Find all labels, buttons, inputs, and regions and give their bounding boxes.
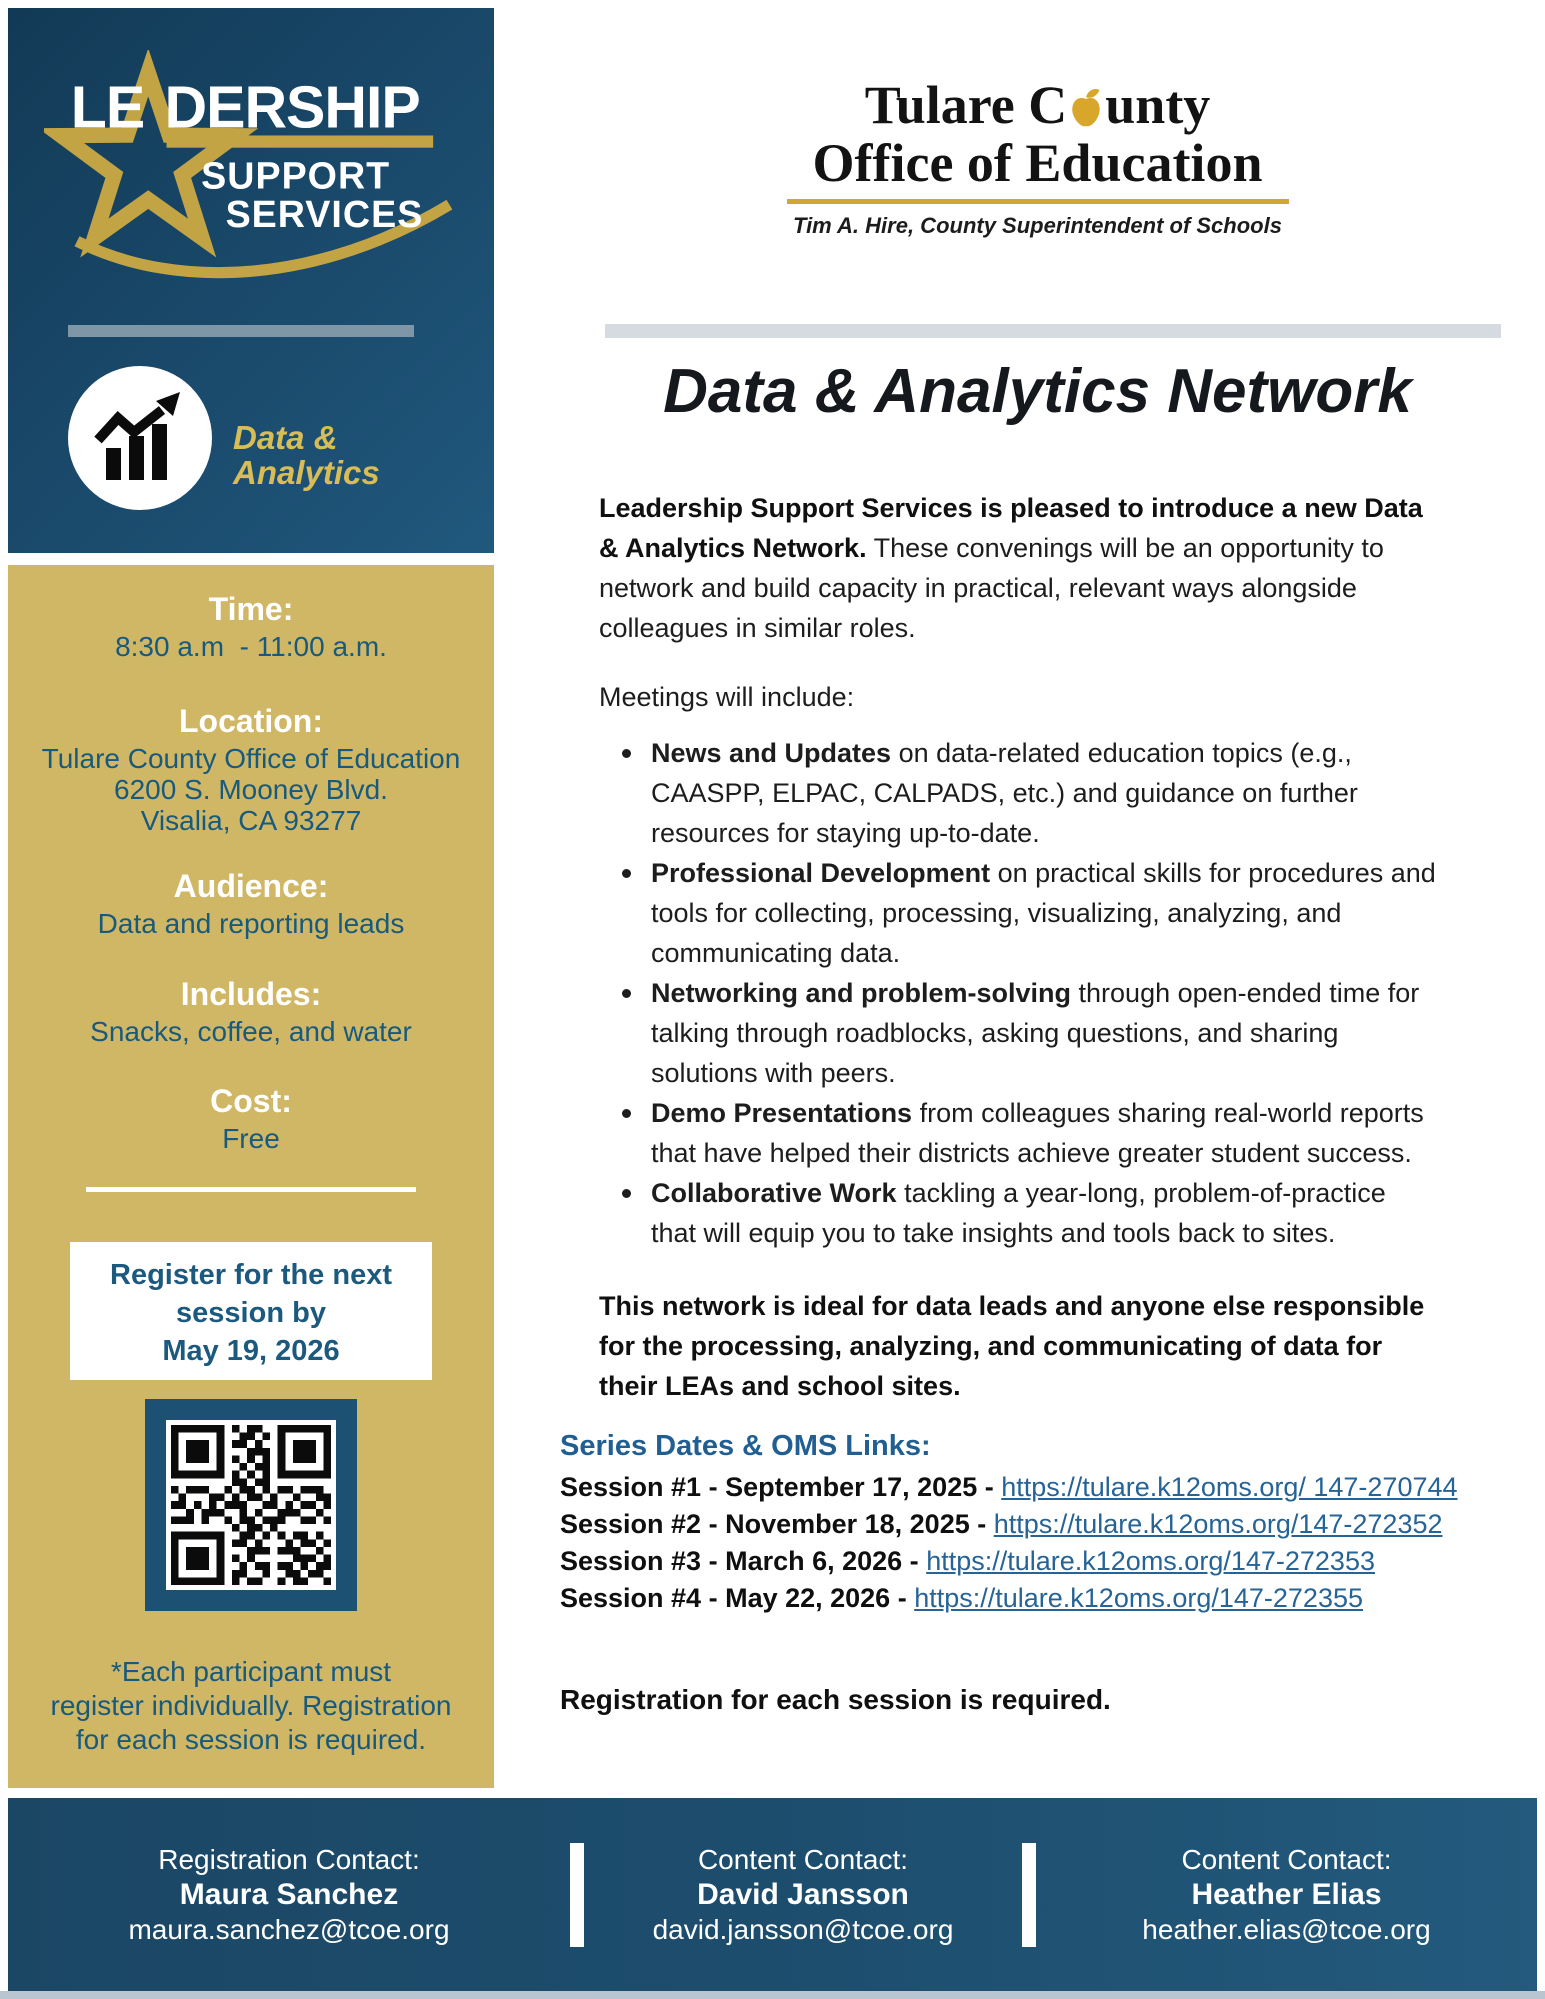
bold-text: for the processing, analyzing, and communicating of data for (599, 1331, 1383, 1361)
caption-line: register individually. Registration (50, 1690, 452, 1721)
bullet-dot-icon (622, 869, 631, 878)
meeting-bullet (604, 1173, 1545, 1253)
register-note-line: Register for the next (110, 1259, 392, 1291)
caption-line: *Each participant must (110, 1656, 392, 1687)
regular-text: CAASPP, ELPAC, CALPADS, etc.) and guidance on further (651, 778, 1358, 808)
org-name-post: unty (1105, 75, 1211, 135)
registration-caption (8, 1655, 494, 1757)
bold-text: Collaborative Work (651, 1178, 897, 1208)
detail-heading: Cost: (210, 1083, 292, 1119)
footer-contact-3 (1036, 1842, 1537, 1947)
registration-required-note: Registration for each session is required. (560, 1684, 1111, 1715)
logo-word-support: SUPPORT (201, 154, 391, 197)
detail-heading: Time: (208, 591, 294, 627)
meeting-bullet (604, 973, 1545, 1093)
bullet-dot-icon (622, 1189, 631, 1198)
contact-role: Content Contact: (1181, 1844, 1392, 1875)
contact-email: heather.elias@tcoe.org (1142, 1914, 1431, 1945)
gold-divider-line (86, 1187, 416, 1192)
bullet-dot-icon (622, 989, 631, 998)
org-name-line1 (560, 76, 1515, 134)
regular-text: talking through roadblocks, asking questions, and sharing (651, 1018, 1339, 1048)
detail-group-time (8, 587, 494, 662)
footer-bottom-strip (0, 1991, 1545, 1999)
session-label: Session #2 - November 18, 2025 - (560, 1509, 994, 1539)
regular-text: on data-related education topics (e.g., (891, 738, 1352, 768)
meetings-label: Meetings will include: (599, 682, 855, 712)
session-row (560, 1543, 1545, 1580)
regular-text: tools for collecting, processing, visualizing, analyzing, and (651, 898, 1342, 928)
bold-text: Demo Presentations (651, 1098, 913, 1128)
sidebar-gold-panel (8, 565, 494, 1788)
session-row (560, 1469, 1545, 1506)
detail-heading: Location: (179, 703, 323, 739)
series-dates-heading: Series Dates & OMS Links: (560, 1430, 931, 1462)
regular-text: through open-ended time for (1071, 978, 1420, 1008)
detail-value-line: Tulare County Office of Education (41, 743, 461, 774)
chart-increase-icon (90, 388, 190, 488)
regular-text: colleagues in similar roles. (599, 613, 916, 643)
detail-group-audience (8, 864, 494, 939)
meeting-bullet (604, 853, 1545, 973)
regular-text: resources for staying up-to-date. (651, 818, 1040, 848)
detail-value-line: Free (222, 1123, 280, 1154)
bold-text: News and Updates (651, 738, 892, 768)
contact-name: Maura Sanchez (179, 1878, 399, 1911)
qr-code (145, 1399, 357, 1611)
logo-word-le: LE (70, 74, 145, 141)
regular-text: from colleagues sharing real-world reports (912, 1098, 1424, 1128)
tcoe-logo-header (560, 76, 1515, 239)
register-note-line: session by (176, 1297, 326, 1329)
session-row (560, 1580, 1545, 1617)
session-label: Session #3 - March 6, 2026 - (560, 1546, 927, 1576)
detail-heading: Audience: (173, 868, 329, 904)
program-label (233, 420, 380, 490)
regular-text: network and build capacity in practical, relevant ways alongside (599, 573, 1357, 603)
contact-name: David Jansson (697, 1878, 909, 1911)
bold-text: their LEAs and school sites. (599, 1371, 961, 1401)
detail-value-line: Visalia, CA 93277 (140, 805, 362, 836)
org-gold-underline (787, 199, 1289, 204)
bullet-dot-icon (622, 749, 631, 758)
detail-value-line: Snacks, coffee, and water (90, 1016, 412, 1047)
detail-value-line: 6200 S. Mooney Blvd. (114, 774, 388, 805)
detail-group-location (8, 699, 494, 836)
session-link[interactable]: https://tulare.k12oms.org/ 147-270744 (1001, 1472, 1458, 1502)
meeting-bullet (604, 733, 1545, 853)
contact-role: Content Contact: (697, 1844, 909, 1875)
detail-heading: Includes: (180, 976, 322, 1012)
logo-word-services: SERVICES (225, 193, 424, 236)
regular-text: on practical skills for procedures and (990, 858, 1436, 888)
page-title: Data & Analytics Network (663, 357, 1412, 426)
detail-value-line: 8:30 a.m - 11:00 a.m. (115, 631, 387, 662)
meeting-bullet-list (604, 733, 1545, 1253)
regular-text: solutions with peers. (651, 1058, 896, 1088)
bullet-dot-icon (622, 1109, 631, 1118)
program-label-line1: Data & (233, 419, 338, 456)
regular-text: that will equip you to take insights and tools back to sites. (651, 1218, 1336, 1248)
register-note-line: May 19, 2026 (162, 1335, 340, 1367)
footer-divider (1022, 1843, 1036, 1947)
superintendent-line: Tim A. Hire, County Superintendent of Schools (793, 213, 1282, 238)
bold-text: Professional Development (651, 858, 991, 888)
contact-email: david.jansson@tcoe.org (652, 1914, 954, 1945)
contact-email: maura.sanchez@tcoe.org (128, 1914, 450, 1945)
session-label: Session #1 - September 17, 2025 - (560, 1472, 1002, 1502)
ideal-paragraph (599, 1286, 1545, 1406)
register-deadline-box (70, 1242, 432, 1380)
program-label-line2: Analytics (233, 454, 380, 491)
footer-divider (570, 1843, 584, 1947)
detail-group-cost (8, 1079, 494, 1154)
leadership-support-services-logo (44, 50, 456, 282)
sidebar-blue-panel (8, 8, 494, 553)
regular-text: that have helped their districts achieve greater student success. (651, 1138, 1412, 1168)
caption-line: for each session is required. (75, 1724, 427, 1755)
bold-text: & Analytics Network. (599, 533, 867, 563)
title-accent-bar (605, 324, 1501, 338)
regular-text: tackling a year-long, problem-of-practice (896, 1178, 1386, 1208)
contact-name: Heather Elias (1191, 1878, 1382, 1911)
regular-text: communicating data. (651, 938, 901, 968)
bold-text: This network is ideal for data leads and anyone else responsible (599, 1291, 1425, 1321)
contact-footer (8, 1798, 1537, 1991)
session-link[interactable]: https://tulare.k12oms.org/147-272355 (914, 1583, 1363, 1613)
session-label: Session #4 - May 22, 2026 - (560, 1583, 915, 1613)
meeting-bullet (604, 1093, 1545, 1173)
detail-group-includes (8, 972, 494, 1047)
org-name-line2: Office of Education (812, 133, 1263, 193)
intro-paragraph (599, 488, 1545, 648)
data-analytics-badge (68, 366, 212, 510)
org-name-pre: Tulare C (864, 75, 1068, 135)
bold-text: Networking and problem-solving (651, 978, 1072, 1008)
bold-text: Leadership Support Services is pleased to introduce a new Data (599, 493, 1423, 523)
footer-contact-1 (8, 1842, 570, 1947)
apple-icon (1068, 87, 1104, 129)
session-link[interactable]: https://tulare.k12oms.org/147-272353 (926, 1546, 1375, 1576)
qr-code-inner (166, 1420, 336, 1590)
regular-text: These convenings will be an opportunity to (866, 533, 1384, 563)
session-row (560, 1506, 1545, 1543)
detail-value-line: Data and reporting leads (97, 908, 405, 939)
contact-role: Registration Contact: (158, 1844, 420, 1875)
session-link[interactable]: https://tulare.k12oms.org/147-272352 (993, 1509, 1443, 1539)
sidebar-divider (68, 325, 414, 337)
session-list (560, 1469, 1545, 1617)
footer-contact-2 (584, 1842, 1022, 1947)
logo-word-dership: DERSHIP (164, 74, 420, 141)
